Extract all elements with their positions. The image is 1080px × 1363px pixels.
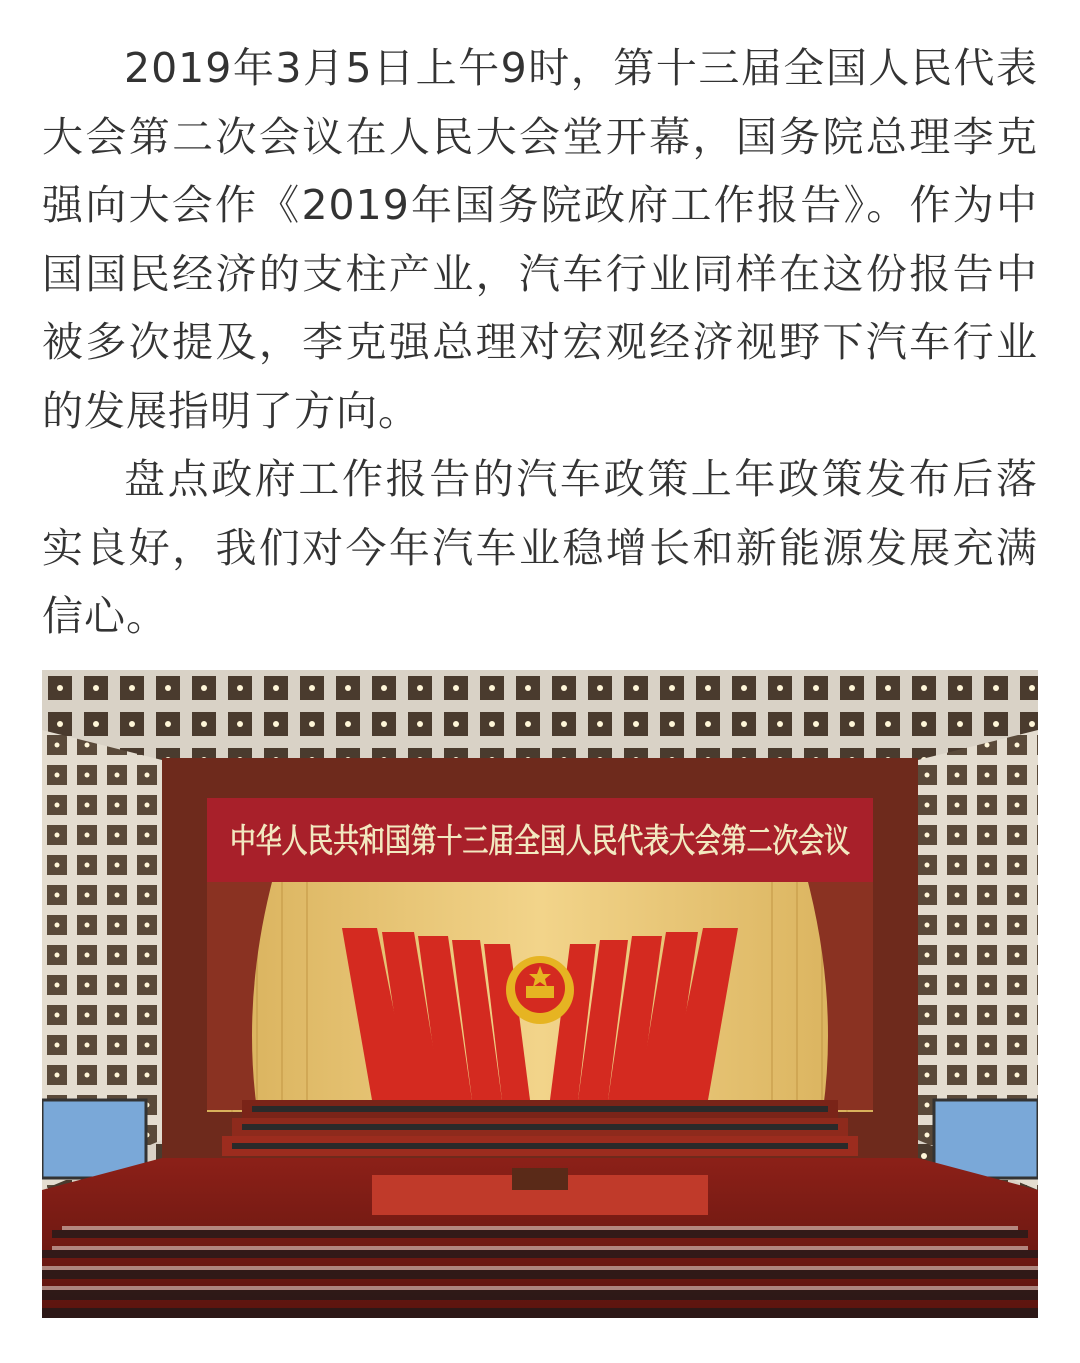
presidium-rows bbox=[222, 1100, 858, 1156]
right-flags bbox=[550, 928, 738, 1100]
left-screen bbox=[42, 1100, 146, 1178]
assembly-hall-photo bbox=[42, 670, 1038, 1318]
left-flags bbox=[342, 928, 530, 1100]
article-paragraph-2: 盘点政府工作报告的汽车政策上年政策发布后落实良好，我们对今年汽车业稳增长和新能源发展充满信心。 bbox=[42, 455, 1038, 640]
banner-text: 中华人民共和国第十三届全国人民代表大会第二次会议 bbox=[230, 821, 850, 860]
article-body bbox=[42, 34, 1038, 651]
podium bbox=[512, 1168, 568, 1190]
assembly-hall-illustration bbox=[42, 670, 1038, 1318]
right-screen bbox=[934, 1100, 1038, 1178]
article-paragraph-1: 2019年3月5日上午9时，第十三届全国人民代表大会第二次会议在人民大会堂开幕，国务院总理李克强向大会作《2019年国务院政府工作报告》。作为中国国民经济的支柱产业，汽车行业同样在这份报告中被多次提及，李克强总理对宏观经济视野下汽车行业的发展指明了方向。 bbox=[42, 44, 1038, 435]
national-emblem-icon bbox=[506, 956, 574, 1024]
